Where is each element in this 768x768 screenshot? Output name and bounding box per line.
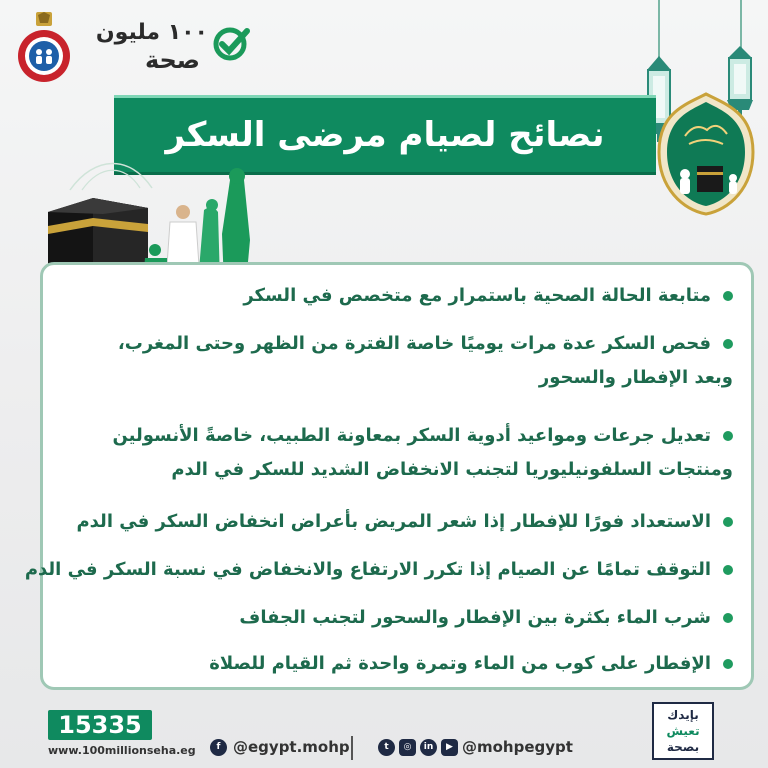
list-item — [73, 419, 733, 487]
instagram-icon[interactable]: ◎ — [399, 739, 416, 756]
tip-text-continued: وبعد الإفطار والسحور — [538, 367, 733, 388]
tip-text: الاستعداد فورًا للإفطار إذا شعر المريض بأعراض انخفاض السكر في الدم — [76, 511, 711, 532]
list-item — [73, 279, 733, 313]
tip-text: تعديل جرعات ومواعيد أدوية السكر بمعاونة الطبيب، خاصةً الأنسولين — [112, 425, 711, 446]
social-handle: @mohpegypt — [462, 738, 573, 756]
tip-text-continued: ومنتجات السلفونيليوريا لتجنب الانخفاض الشديد للسكر في الدم — [171, 459, 733, 480]
tip-text: فحص السكر عدة مرات يوميًا خاصة الفترة من الظهر وحتى المغرب، — [117, 333, 711, 354]
bullet-icon — [723, 565, 733, 575]
lantern-string — [658, 0, 660, 58]
twitter-icon[interactable]: t — [378, 739, 395, 756]
tip-text: شرب الماء بكثرة بين الإفطار والسحور لتجنب الجفاف — [239, 607, 711, 628]
bullet-icon — [723, 291, 733, 301]
slogan-line-3: بصحة — [666, 740, 700, 754]
bullet-icon — [723, 339, 733, 349]
check-icon — [212, 26, 252, 62]
facebook-link[interactable] — [210, 738, 350, 756]
campaign-line-2: صحة — [144, 46, 200, 74]
bullet-icon — [723, 659, 733, 669]
hajj-medallion — [655, 92, 757, 216]
bullet-icon — [723, 613, 733, 623]
list-item — [73, 647, 733, 681]
page-title: نصائح لصيام مرضى السكر — [165, 115, 605, 155]
slogan-line-2: تعيش — [666, 724, 700, 738]
social-links[interactable] — [378, 738, 573, 756]
tip-text: التوقف تمامًا عن الصيام إذا تكرر الارتفاع والانخفاض في نسبة السكر في الدم — [24, 559, 711, 580]
list-item — [73, 601, 733, 635]
slogan-logo — [652, 702, 714, 760]
lantern-string — [740, 0, 742, 48]
hotline-number: 15335 — [48, 710, 152, 740]
list-item — [73, 505, 733, 539]
website-link[interactable]: www.100millionseha.eg — [48, 744, 196, 757]
ministry-of-health-logo — [16, 12, 72, 84]
campaign-logo — [92, 20, 252, 78]
campaign-line-1: ١٠٠ مليون — [95, 20, 208, 45]
tips-card — [24, 262, 754, 690]
tip-text: الإفطار على كوب من الماء وتمرة واحدة ثم القيام للصلاة — [209, 653, 711, 674]
slogan-line-1: بإيدك — [667, 708, 699, 722]
facebook-handle: @egypt.mohp — [233, 738, 350, 756]
list-item — [73, 327, 733, 395]
list-item — [24, 553, 733, 587]
facebook-icon: f — [210, 739, 227, 756]
bullet-icon — [723, 517, 733, 527]
bullet-icon — [723, 431, 733, 441]
divider — [351, 736, 353, 760]
youtube-icon[interactable]: ▶ — [441, 739, 458, 756]
linkedin-icon[interactable]: in — [420, 739, 437, 756]
tip-text: متابعة الحالة الصحية باستمرار مع متخصص في السكر — [243, 285, 711, 306]
